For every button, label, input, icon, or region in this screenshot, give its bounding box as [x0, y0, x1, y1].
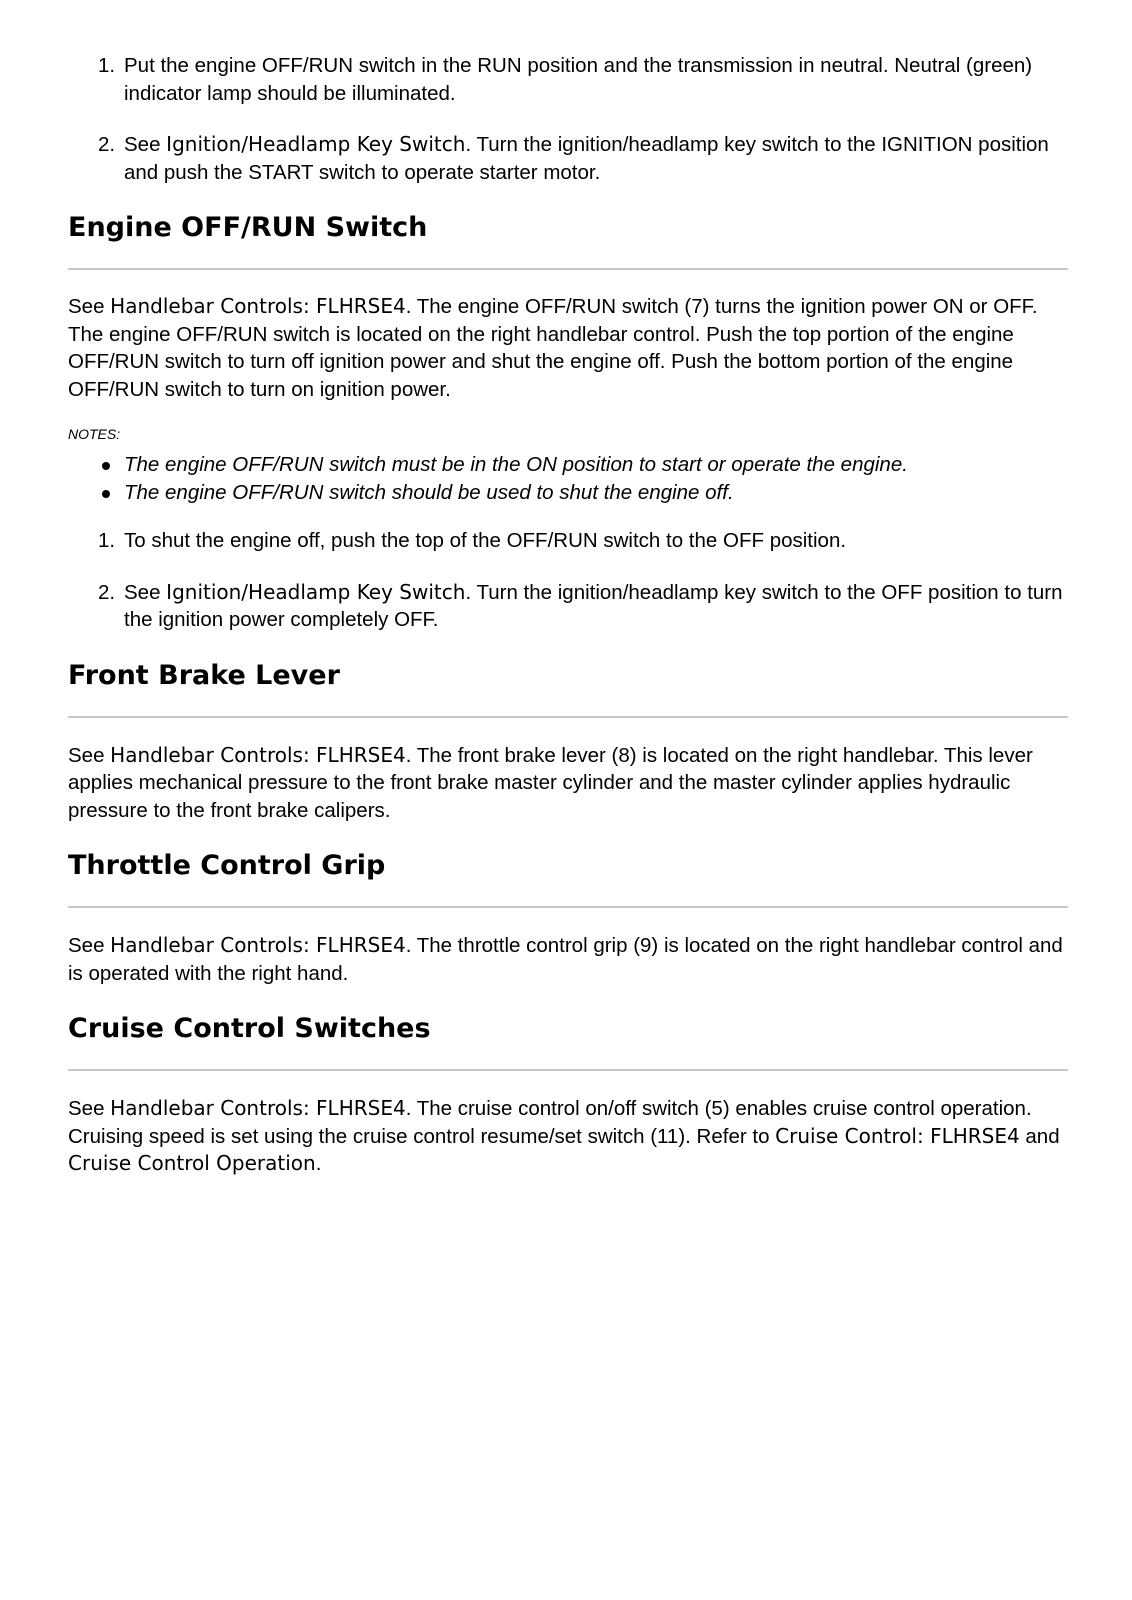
- paragraph-text: . The engine OFF/RUN switch (7) turns the ignition power ON or OFF. The engine OFF/RUN switch is located on the right handlebar control. Push the top portion of the engine OFF/RUN switch to turn off ignition power and shut the engine off. Push the bottom portion of the engine OFF/RUN switch to turn on ignition power.: [68, 295, 1038, 401]
- section-paragraph: [68, 742, 1068, 825]
- cross-reference-link[interactable]: Handlebar Controls: FLHRSE4: [110, 933, 406, 957]
- cross-reference-link[interactable]: Ignition/Headlamp Key Switch: [166, 132, 466, 156]
- cross-reference-link[interactable]: Handlebar Controls: FLHRSE4: [110, 1096, 406, 1120]
- cross-reference-link[interactable]: Cruise Control: FLHRSE4: [775, 1123, 1020, 1148]
- cross-reference-link[interactable]: Handlebar Controls: FLHRSE4: [110, 742, 406, 767]
- section-title-engine-switch: Engine OFF/RUN Switch: [68, 212, 428, 243]
- paragraph-text: and: [1019, 1124, 1060, 1148]
- engine-switch-steps-list: [68, 527, 1068, 634]
- step-number: 1.: [98, 529, 116, 552]
- paragraph-text: . The throttle control grip (9) is located on the right handlebar control and is operated with the right hand.: [68, 934, 1063, 985]
- note-text: The engine OFF/RUN switch must be in the ON position to start or operate the engine.: [124, 453, 908, 476]
- note-item: [68, 479, 1068, 507]
- step-text: Put the engine OFF/RUN switch in the RUN position and the transmission in neutral. Neutral (green) indicator lamp should be illuminated.: [124, 54, 1033, 105]
- cross-reference-link[interactable]: Ignition/Headlamp Key Switch: [166, 579, 466, 604]
- cross-reference-link[interactable]: Cruise Control Operation: [68, 1151, 316, 1175]
- list-item: [68, 527, 1068, 555]
- notes-list: [68, 451, 1068, 506]
- intro-steps-list: [68, 52, 1068, 186]
- section-paragraph: [68, 932, 1068, 987]
- step-text-prefix: See: [124, 580, 167, 604]
- paragraph-text: . The front brake lever (8) is located on the right handlebar. This lever applies mechanical pressure to the front brake master cylinder and the master cylinder applies hydraulic pressure to the front brake calipers.: [68, 743, 1033, 822]
- section-divider: [68, 716, 1068, 718]
- step-text: . Turn the ignition/headlamp key switch to the OFF position to turn the ignition power completely OFF.: [124, 580, 1063, 631]
- section-title-throttle: Throttle Control Grip: [68, 850, 386, 881]
- bullet-icon: [102, 462, 110, 470]
- note-item: [68, 451, 1068, 479]
- section-paragraph: [68, 293, 1068, 403]
- section-title-cruise: Cruise Control Switches: [68, 1013, 431, 1044]
- list-item: [68, 131, 1068, 186]
- section-divider: [68, 1069, 1068, 1071]
- document-page: [68, 52, 1068, 1178]
- step-text: To shut the engine off, push the top of the OFF/RUN switch to the OFF position.: [124, 529, 847, 552]
- step-number: 2.: [98, 133, 116, 156]
- step-number: 1.: [98, 54, 116, 77]
- section-divider: [68, 906, 1068, 908]
- section-paragraph: [68, 1095, 1068, 1178]
- bullet-icon: [102, 490, 110, 498]
- step-text: . Turn the ignition/headlamp key switch to the IGNITION position and push the START switch to operate starter motor.: [124, 133, 1049, 184]
- note-text: The engine OFF/RUN switch should be used to shut the engine off.: [124, 480, 734, 504]
- section-divider: [68, 268, 1068, 270]
- cross-reference-link[interactable]: Handlebar Controls: FLHRSE4: [110, 294, 406, 318]
- paragraph-text: .: [315, 1152, 322, 1175]
- list-item: [68, 52, 1068, 107]
- notes-label: NOTES:: [68, 426, 121, 442]
- step-text-prefix: See: [124, 133, 167, 156]
- paragraph-prefix: See: [68, 934, 111, 957]
- paragraph-prefix: See: [68, 1097, 111, 1120]
- paragraph-prefix: See: [68, 295, 111, 318]
- section-title-front-brake: Front Brake Lever: [68, 659, 340, 691]
- step-number: 2.: [98, 580, 116, 604]
- paragraph-prefix: See: [68, 743, 111, 767]
- list-item: [68, 579, 1068, 634]
- paragraph-text: . The cruise control on/off switch (5) enables cruise control operation. Cruising speed is set using the cruise control resume/set switch (11). Refer to: [68, 1097, 1032, 1148]
